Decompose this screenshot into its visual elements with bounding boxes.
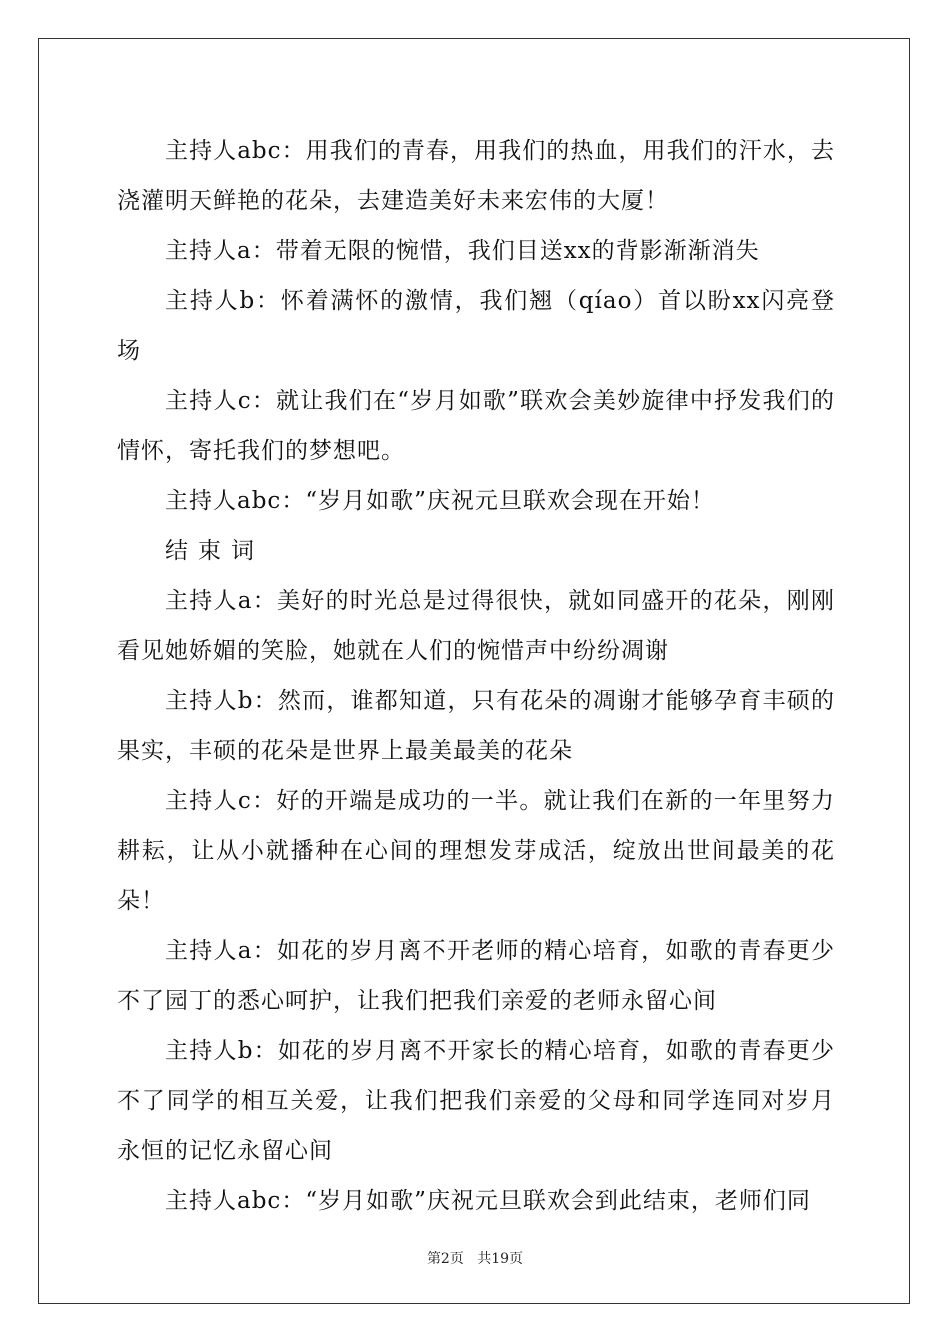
paragraph-5: 主持人abc：“岁月如歌”庆祝元旦联欢会现在开始！ (165, 488, 715, 514)
paragraph-3: 主持人b：怀着满怀的激情，我们翘（qíao）首以盼xx闪亮登场 (117, 288, 835, 364)
page-total: 共19页 (477, 1251, 524, 1267)
page-footer (0, 1248, 950, 1268)
paragraph-10: 主持人b：如花的岁月离不开家长的精心培育，如歌的青春更少不了同学的相互关爱，让我们把我们亲爱的父母和同学连同对岁月永恒的记忆永留心间 (117, 1038, 835, 1164)
page-number: 第2页 (426, 1251, 464, 1267)
document-body (117, 126, 835, 1226)
paragraph-4: 主持人c：就让我们在“岁月如歌”联欢会美妙旋律中抒发我们的情怀，寄托我们的梦想吧。 (117, 388, 835, 464)
paragraph-7: 主持人b：然而，谁都知道，只有花朵的凋谢才能够孕育丰硕的果实，丰硕的花朵是世界上最美最美的花朵 (117, 688, 835, 764)
paragraph-2: 主持人a：带着无限的惋惜，我们目送xx的背影渐渐消失 (165, 238, 760, 264)
paragraph-1: 主持人abc：用我们的青春，用我们的热血，用我们的汗水，去浇灌明天鲜艳的花朵，去建造美好未来宏伟的大厦！ (117, 138, 835, 214)
section-heading: 结束词 (165, 538, 264, 564)
paragraph-11: 主持人abc：“岁月如歌”庆祝元旦联欢会到此结束，老师们同 (165, 1188, 811, 1214)
paragraph-8: 主持人c：好的开端是成功的一半。就让我们在新的一年里努力耕耘，让从小就播种在心间的理想发芽成活，绽放出世间最美的花朵！ (117, 788, 835, 914)
paragraph-9: 主持人a：如花的岁月离不开老师的精心培育，如歌的青春更少不了园丁的悉心呵护，让我们把我们亲爱的老师永留心间 (117, 938, 835, 1014)
paragraph-6: 主持人a：美好的时光总是过得很快，就如同盛开的花朵，刚刚看见她娇媚的笑脸，她就在人们的惋惜声中纷纷凋谢 (117, 588, 835, 664)
